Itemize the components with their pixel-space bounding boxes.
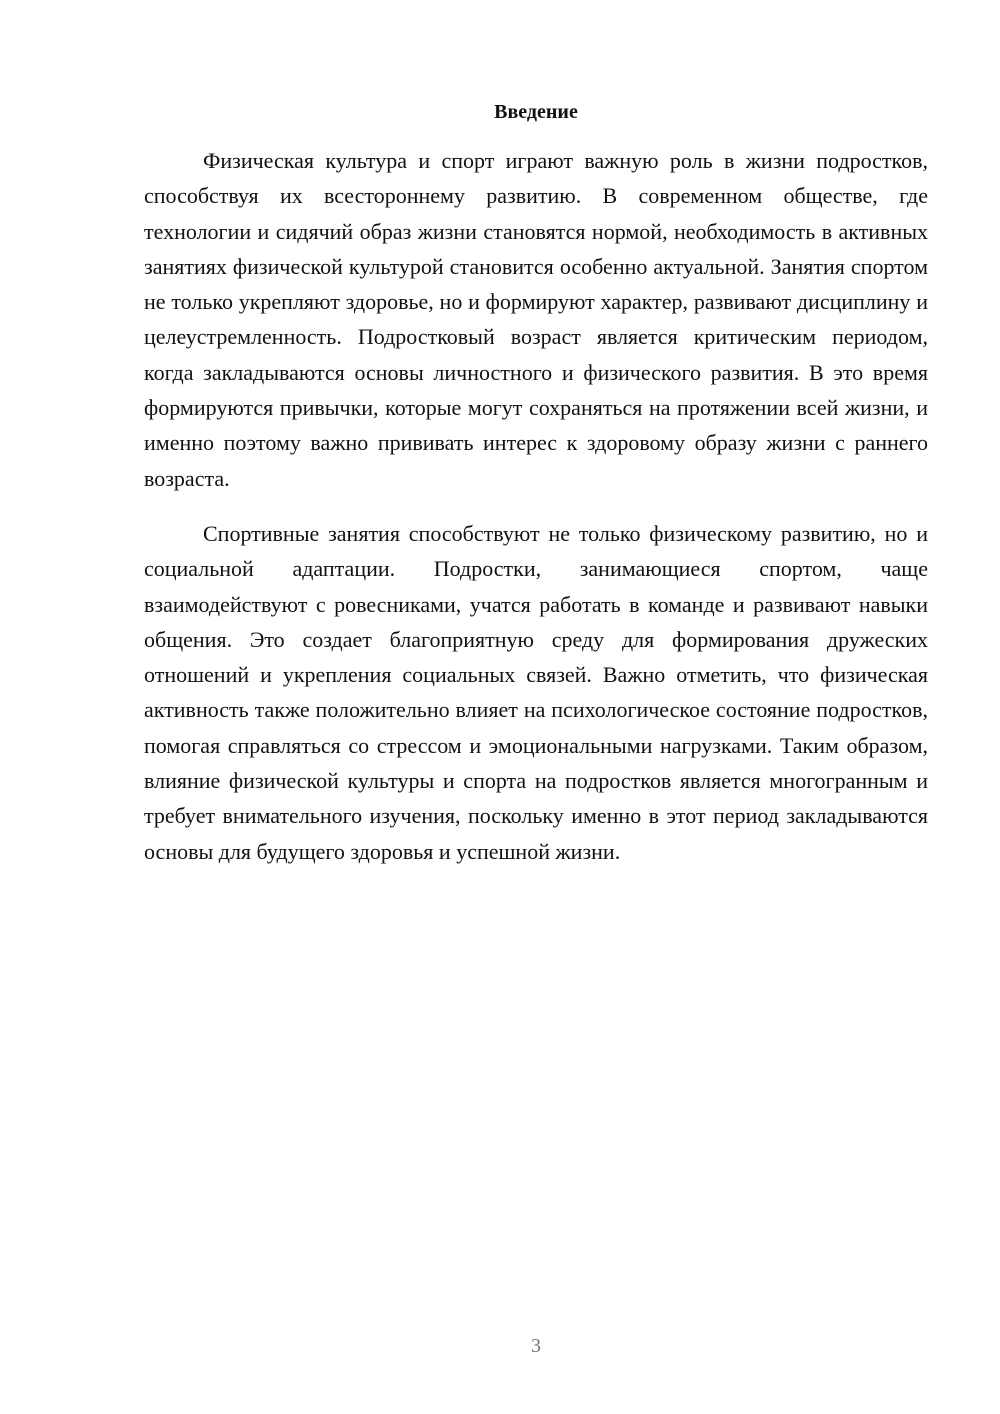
section-title: Введение <box>494 101 578 123</box>
page-number: 3 <box>531 1335 541 1357</box>
paragraph-2: Спортивные занятия способствуют не только физическому развитию, но и социальной адаптации. Подростки, занимающиеся спортом, чаще взаимодействуют с ровесниками, учатся работать в команде и развивают навыки общения. Это создает благоприятную среду для формирования дружеских отношений и укрепления социальных связей. Важно отметить, что физическая активность также положительно влияет на психологическое состояние подростков, помогая справляться со стрессом и эмоциональными нагрузками. Таким образом, влияние физической культуры и спорта на подростков является многогранным и требует внимательного изучения, поскольку именно в этот период закладываются основы для будущего здоровья и успешной жизни. <box>144 520 928 864</box>
body-text <box>144 143 928 869</box>
paragraph-1: Физическая культура и спорт играют важную роль в жизни подростков, способствуя их всестороннему развитию. В современном обществе, где технологии и сидячий образ жизни становятся нормой, необходимость в активных занятиях физической культурой становится особенно актуальной. Занятия спортом не только укрепляют здоровье, но и формируют характер, развивают дисциплину и целеустремленность. Подростковый возраст является критическим периодом, когда закладываются основы личностного и физического развития. В это время формируются привычки, которые могут сохраняться на протяжении всей жизни, и именно поэтому важно прививать интерес к здоровому образу жизни с раннего возраста. <box>144 148 928 491</box>
